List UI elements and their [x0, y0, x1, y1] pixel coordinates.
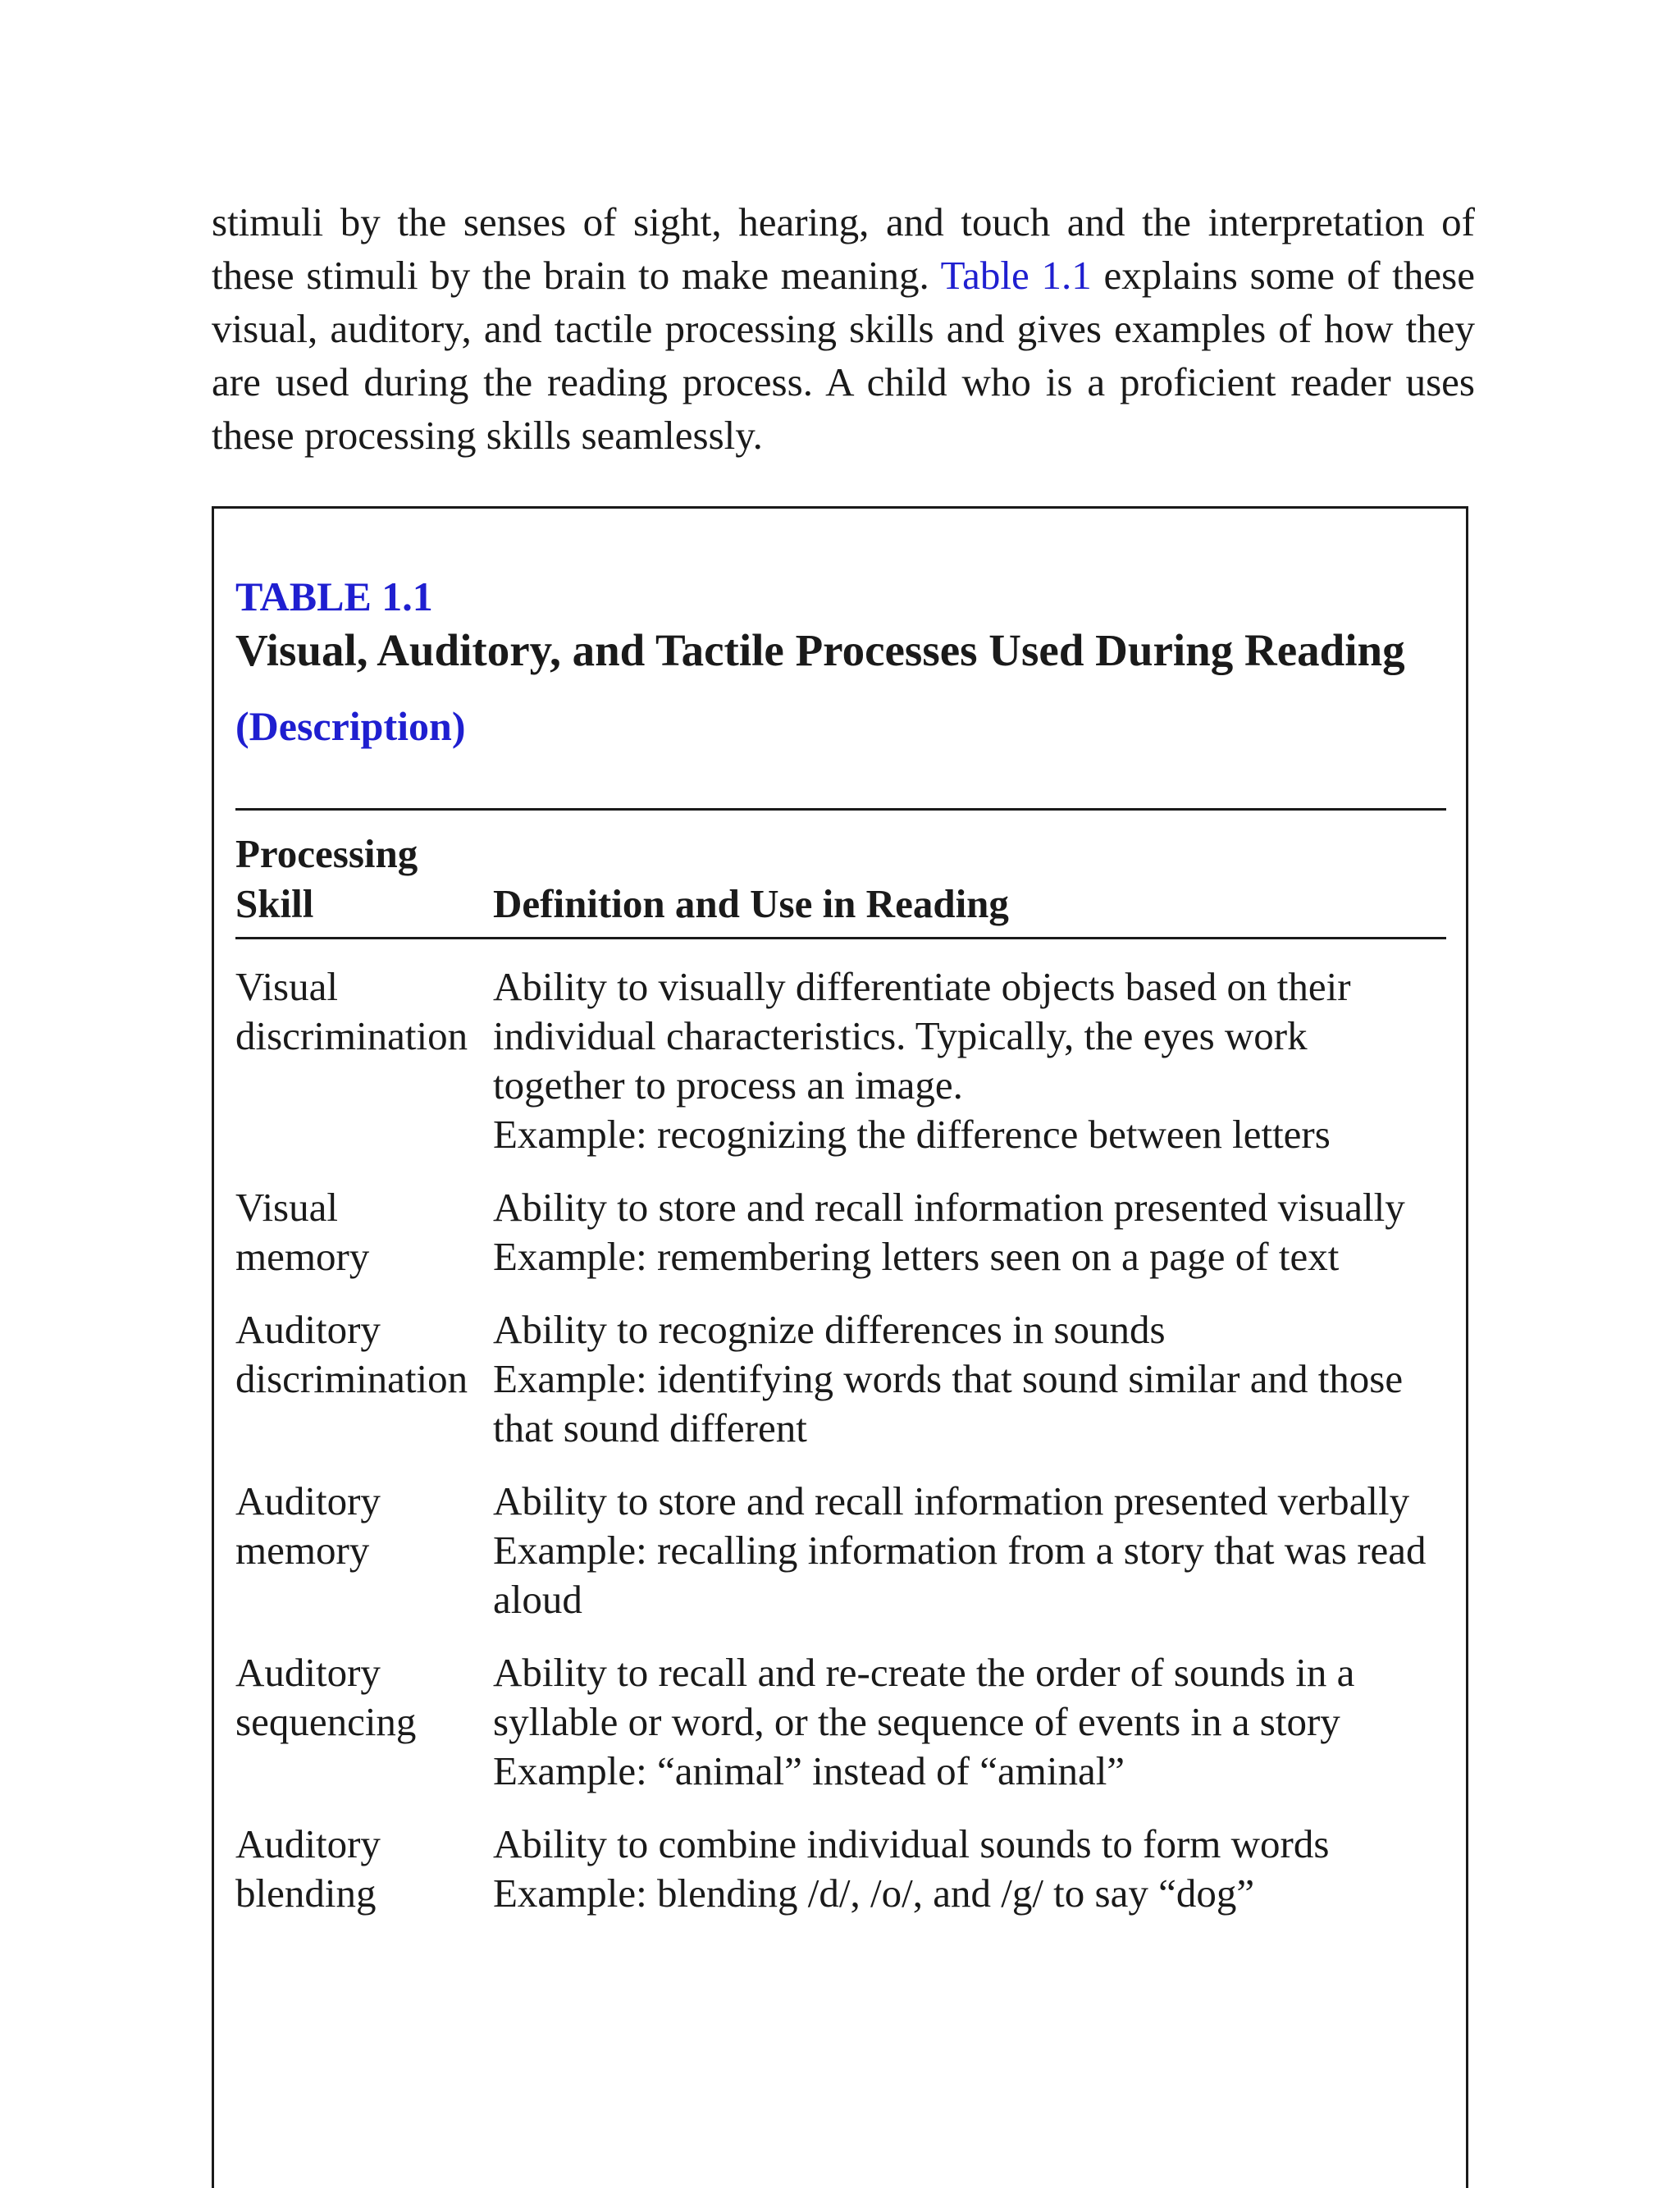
skill-line1: Auditory: [235, 1307, 381, 1352]
definition-text: Ability to recall and re-create the order of sounds in a syllable or word, or the sequence of events in a story: [493, 1650, 1355, 1744]
table-description-link[interactable]: (Description): [235, 703, 466, 749]
column-header-skill-line2: Skill: [235, 881, 314, 926]
definition-text: Ability to store and recall information presented verbally: [493, 1478, 1410, 1523]
skill-line2: memory: [235, 1528, 370, 1573]
definition-text: Ability to visually differentiate objects based on their individual characteristics. Typically, the eyes work together to process an image.: [493, 964, 1351, 1108]
table-row: [235, 1477, 1446, 1624]
skill-line1: Visual: [235, 1185, 338, 1230]
example-text: Example: remembering letters seen on a page of text: [493, 1234, 1340, 1279]
definition-cell: [493, 1183, 1446, 1281]
intro-text-after: explains some of these visual, auditory, and tactile processing skills and gives examples of how they are used during the reading process. A child who is a proficient reader uses these processing skills seamlessly.: [212, 253, 1475, 458]
table-label: TABLE 1.1: [235, 573, 433, 619]
skill-line1: Visual: [235, 964, 338, 1009]
table-header-rule: [235, 937, 1446, 939]
table-row: [235, 1820, 1446, 1918]
skill-cell: [235, 1648, 493, 1796]
table-row: [235, 1305, 1446, 1453]
example-text: Example: “animal” instead of “aminal”: [493, 1748, 1125, 1793]
example-text: Example: blending /d/, /o/, and /g/ to say “dog”: [493, 1871, 1255, 1916]
example-text: Example: recalling information from a story that was read aloud: [493, 1528, 1427, 1622]
table-row: [235, 962, 1446, 1159]
skill-cell: [235, 962, 493, 1159]
table-container: [212, 506, 1468, 2188]
definition-text: Ability to store and recall information presented visually: [493, 1185, 1405, 1230]
column-header-definition: Definition and Use in Reading: [493, 881, 1009, 926]
table-body: [235, 962, 1446, 1942]
skill-line1: Auditory: [235, 1821, 381, 1866]
skill-cell: [235, 1477, 493, 1624]
skill-line1: Auditory: [235, 1650, 381, 1695]
definition-text: Ability to recognize differences in sounds: [493, 1307, 1166, 1352]
table-row: [235, 1183, 1446, 1281]
intro-text-before: stimuli by the senses of sight, hearing, and touch and the interpretation of these stimuli by the brain to make meaning.: [212, 199, 1475, 298]
example-text: Example: identifying words that sound similar and those that sound different: [493, 1356, 1404, 1450]
table-reference-link[interactable]: Table 1.1: [940, 253, 1092, 298]
skill-line2: discrimination: [235, 1013, 468, 1058]
skill-cell: [235, 1820, 493, 1918]
definition-text: Ability to combine individual sounds to form words: [493, 1821, 1330, 1866]
example-text: Example: recognizing the difference between letters: [493, 1112, 1331, 1157]
table-top-rule: [235, 808, 1446, 811]
definition-cell: [493, 1305, 1446, 1453]
skill-line2: sequencing: [235, 1699, 417, 1744]
table-row: [235, 1648, 1446, 1796]
skill-cell: [235, 1305, 493, 1453]
definition-cell: [493, 1820, 1446, 1918]
skill-cell: [235, 1183, 493, 1281]
column-header-skill: [235, 829, 482, 929]
skill-line2: memory: [235, 1234, 370, 1279]
definition-cell: [493, 1648, 1446, 1796]
skill-line1: Auditory: [235, 1478, 381, 1523]
column-header-skill-line1: Processing: [235, 831, 418, 876]
skill-line2: discrimination: [235, 1356, 468, 1401]
definition-cell: [493, 1477, 1446, 1624]
skill-line2: blending: [235, 1871, 377, 1916]
table-title: Visual, Auditory, and Tactile Processes Used During Reading: [235, 625, 1405, 675]
intro-paragraph: [212, 195, 1475, 462]
definition-cell: [493, 962, 1446, 1159]
